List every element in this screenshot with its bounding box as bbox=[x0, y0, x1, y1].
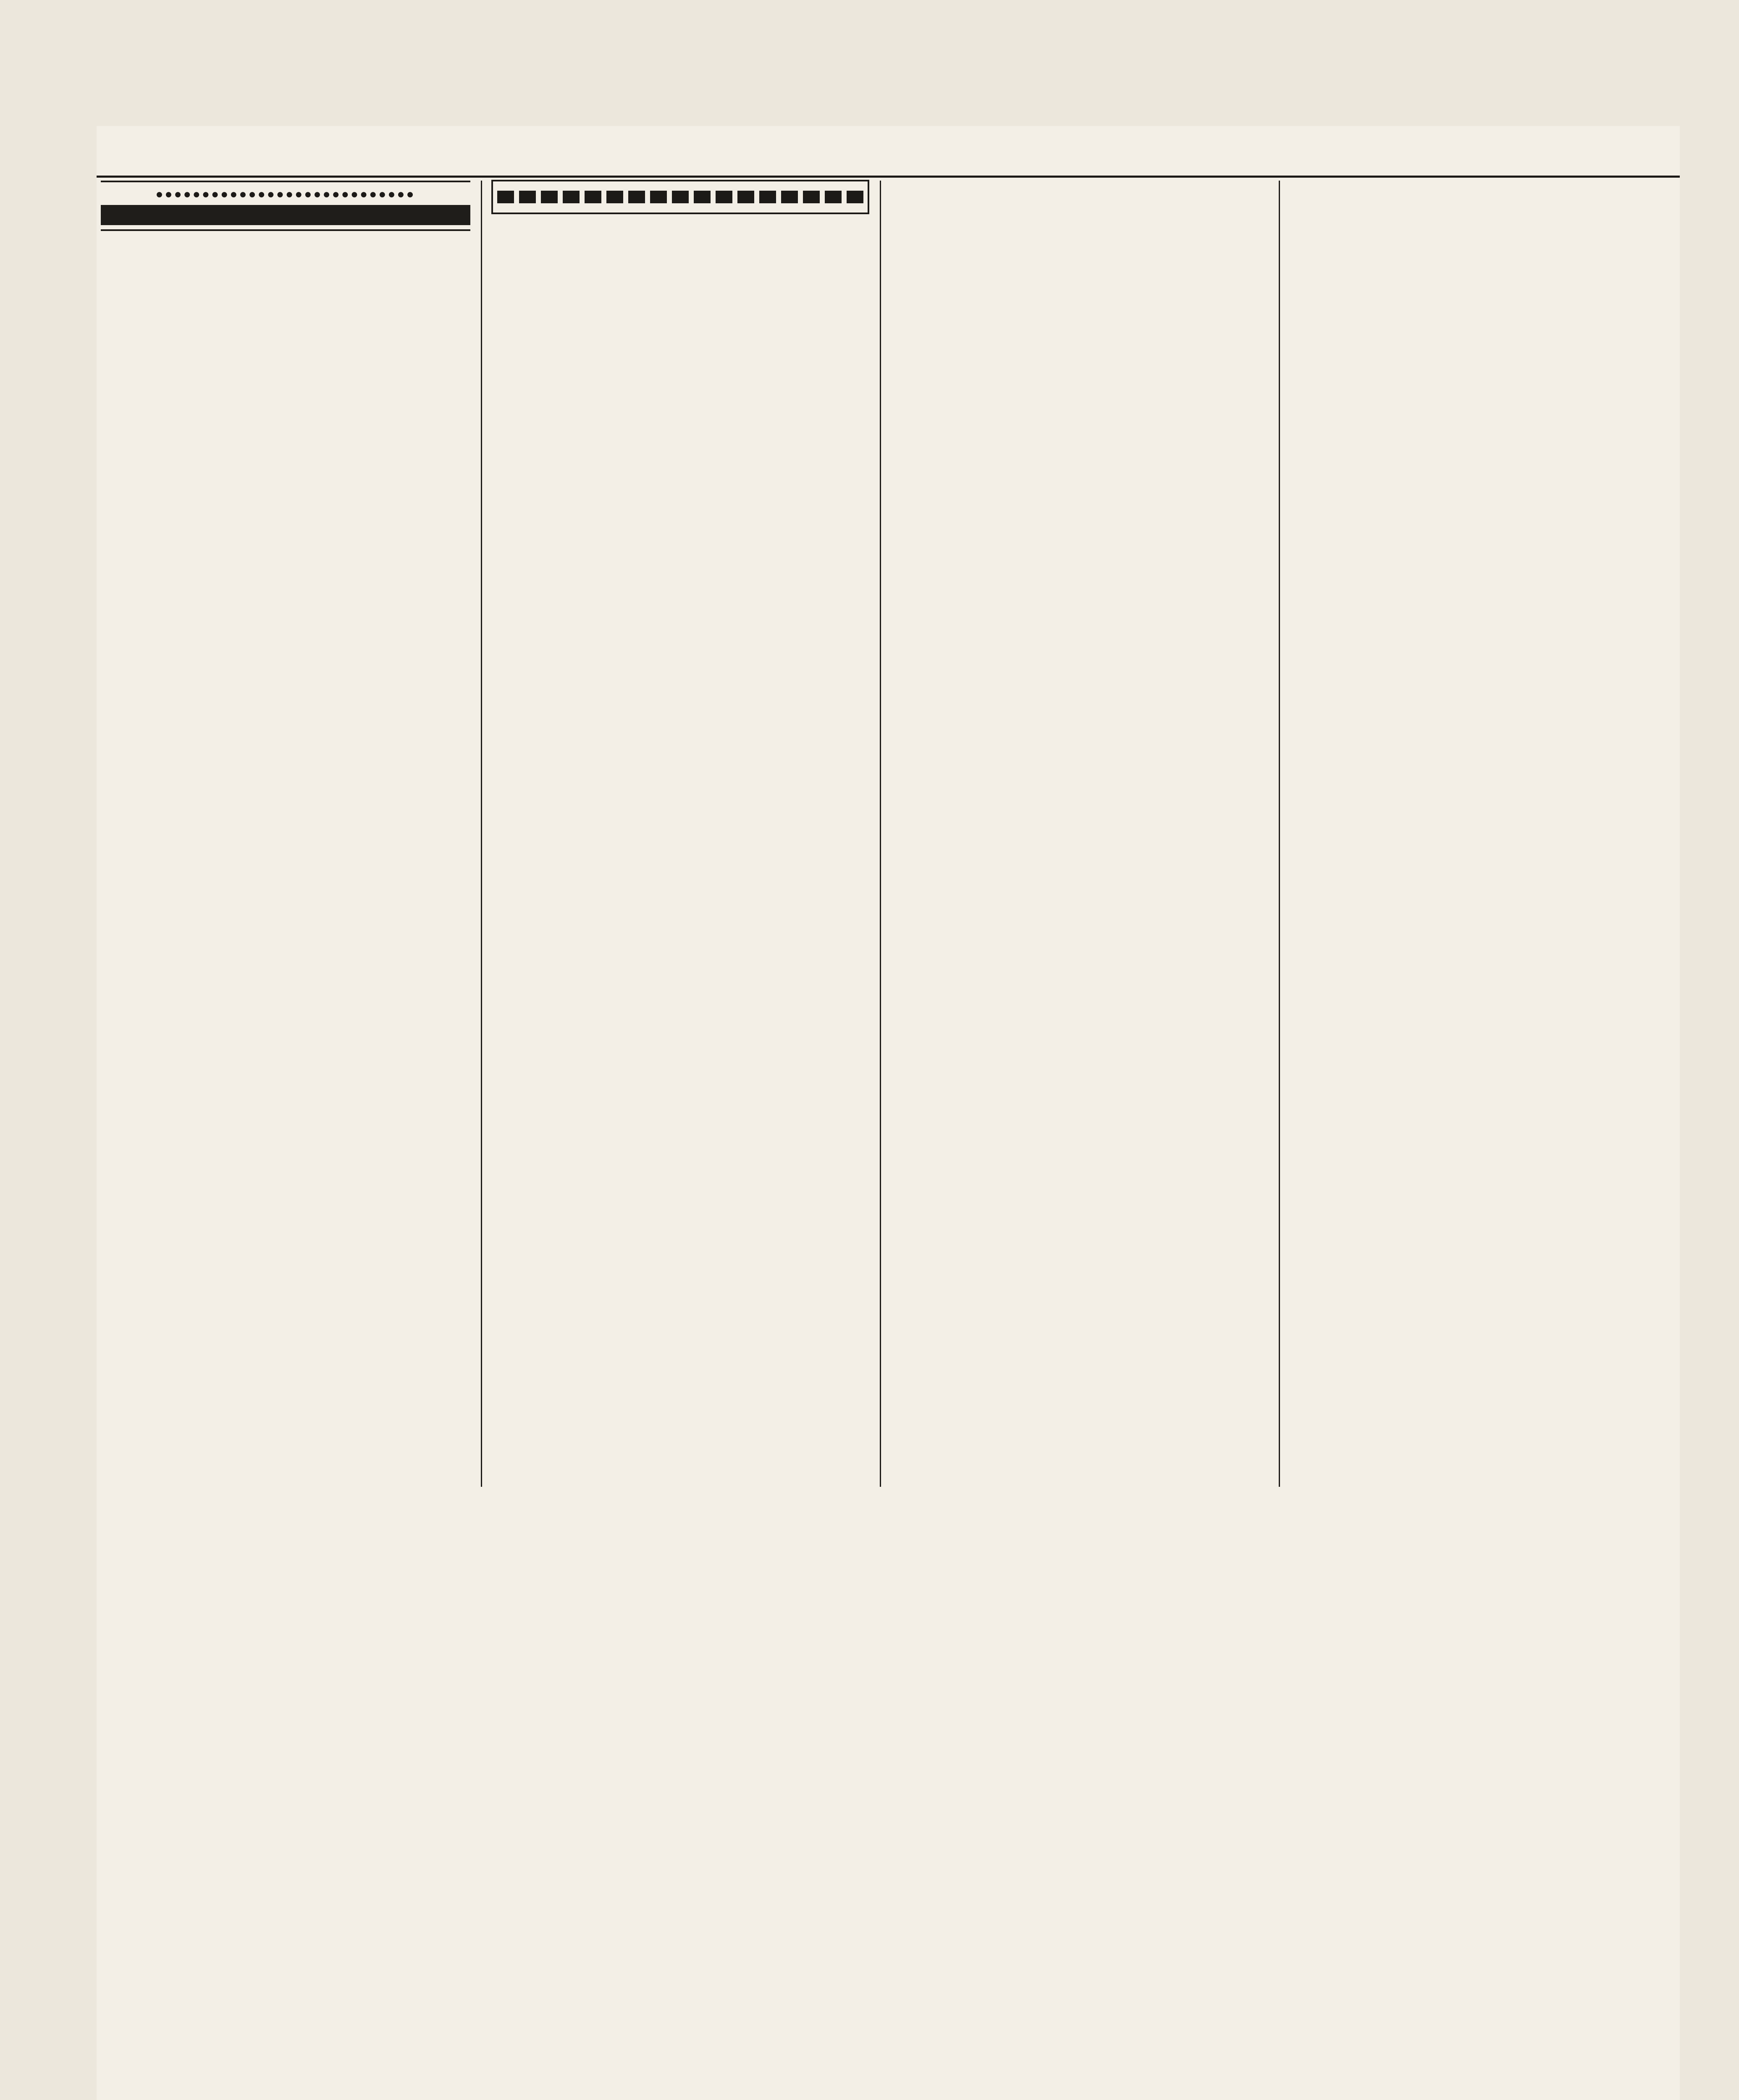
advertisement-trikot bbox=[491, 180, 869, 214]
column-rule-1 bbox=[481, 181, 482, 1487]
separator bbox=[101, 181, 470, 182]
advertisement-zbytky bbox=[101, 205, 470, 225]
masthead bbox=[97, 147, 1680, 176]
column-1 bbox=[101, 176, 470, 1487]
newspaper-page bbox=[97, 126, 1680, 2100]
column-2 bbox=[491, 176, 869, 1487]
ornament-rule: ●●●●●●●●●●●●●●●●●●●●●●●●●●●● bbox=[155, 187, 416, 201]
ad-border-ornament bbox=[497, 191, 863, 203]
separator bbox=[101, 229, 470, 231]
column-rule-3 bbox=[1279, 181, 1280, 1487]
column-rule-2 bbox=[880, 181, 881, 1487]
